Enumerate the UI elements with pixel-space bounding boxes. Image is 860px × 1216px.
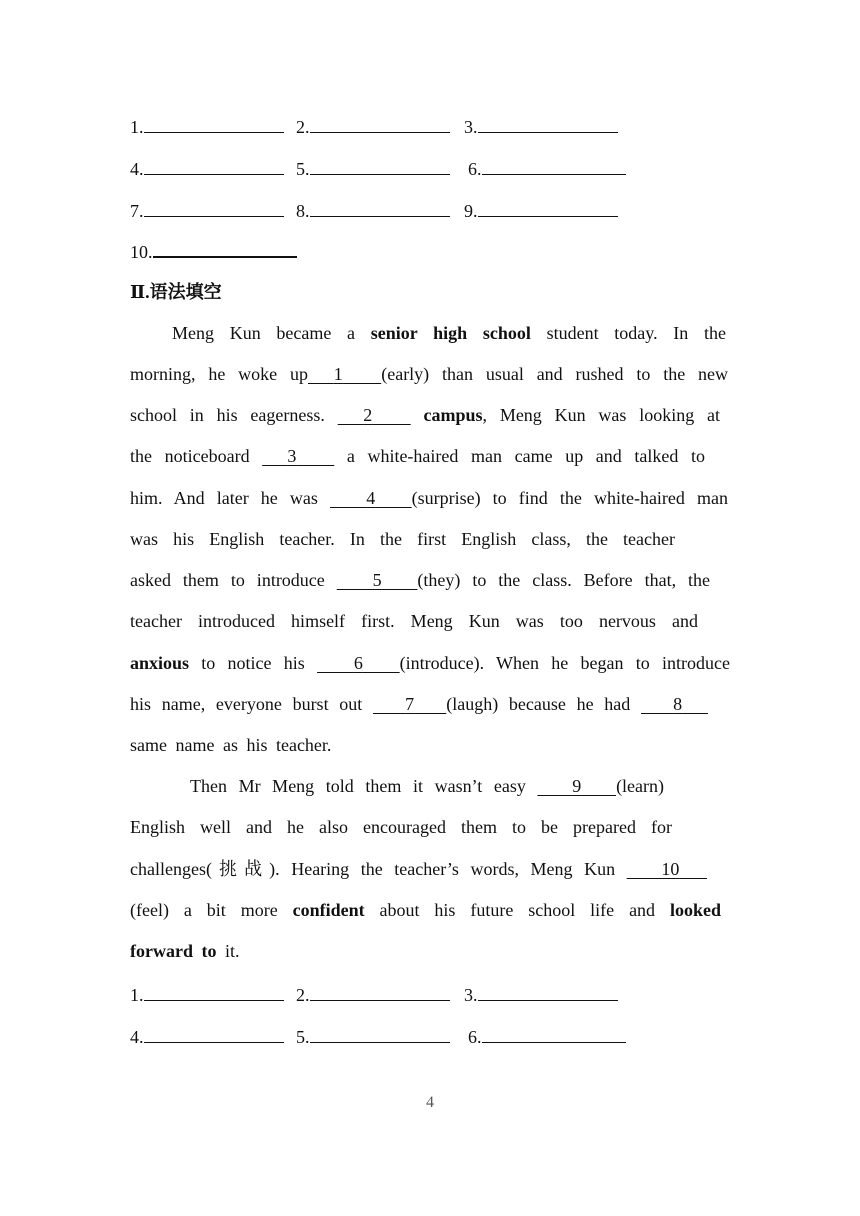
- answer-blank[interactable]: [144, 982, 284, 1001]
- answer-blank[interactable]: [310, 1024, 450, 1043]
- answer-label-6: 6.: [468, 1024, 626, 1049]
- answer-label-4: 4.: [130, 156, 284, 181]
- answer-label-4: 4.: [130, 1024, 284, 1049]
- answer-label-9: 9.: [464, 198, 618, 223]
- passage-line: school in his eagerness. 2 campus, Meng Kun was looking at: [130, 405, 721, 425]
- passage-line: forward to it.: [130, 941, 240, 961]
- answer-blank[interactable]: [478, 198, 618, 217]
- answer-blank[interactable]: [310, 982, 450, 1001]
- answer-label-3: 3.: [464, 982, 618, 1007]
- passage-line: asked them to introduce 5 (they) to the class. Before that, the: [130, 570, 711, 590]
- answer-label-8: 8.: [296, 198, 450, 223]
- answer-blank[interactable]: [144, 114, 284, 133]
- passage-line: teacher introduced himself first. Meng Kun was too nervous and: [130, 611, 698, 631]
- blank-6[interactable]: 6: [353, 653, 363, 673]
- answer-blank[interactable]: [153, 238, 297, 258]
- blank-1[interactable]: 1: [333, 364, 343, 384]
- answer-label-2: 2.: [296, 982, 450, 1007]
- blank-10[interactable]: 10: [661, 859, 680, 879]
- answer-blank[interactable]: [478, 982, 618, 1001]
- passage-line: challenges(挑战). Hearing the teacher’s words, Meng Kun 10: [130, 857, 707, 881]
- answer-blank[interactable]: [310, 156, 450, 175]
- passage-line: Then Mr Meng told them it wasn’t easy 9 (learn): [190, 776, 665, 796]
- answer-label-2: 2.: [296, 114, 450, 139]
- answer-label-6: 6.: [468, 156, 626, 181]
- passage-line: the noticeboard 3 a white-haired man came up and talked to: [130, 446, 705, 466]
- answer-label-1: 1.: [130, 114, 284, 139]
- blank-8[interactable]: 8: [673, 694, 683, 714]
- answer-blank[interactable]: [310, 114, 450, 133]
- section-heading: Ⅱ.语法填空: [130, 282, 222, 302]
- answer-blank[interactable]: [144, 156, 284, 175]
- blank-4[interactable]: 4: [366, 488, 376, 508]
- answer-label-3: 3.: [464, 114, 618, 139]
- passage-line: his name, everyone burst out 7 (laugh) because he had 8: [130, 692, 708, 716]
- answer-blank[interactable]: [478, 114, 618, 133]
- answer-blank[interactable]: [482, 1024, 626, 1043]
- answer-blank[interactable]: [144, 1024, 284, 1043]
- passage-line: (feel) a bit more confident about his future school life and looked: [130, 900, 721, 920]
- blank-5[interactable]: 5: [372, 570, 382, 590]
- answer-blank[interactable]: [144, 198, 284, 217]
- passage-line: English well and he also encouraged them to be prepared for: [130, 817, 672, 837]
- blank-3[interactable]: 3: [287, 446, 297, 466]
- answer-blank[interactable]: [310, 198, 450, 217]
- answer-label-10: 10.: [130, 238, 297, 264]
- passage-line: Meng Kun became a senior high school student today. In the: [172, 323, 726, 343]
- answer-label-7: 7.: [130, 198, 284, 223]
- answer-blank[interactable]: [482, 156, 626, 175]
- answer-label-1: 1.: [130, 982, 284, 1007]
- blank-2[interactable]: 2: [363, 405, 373, 425]
- answer-label-5: 5.: [296, 1024, 450, 1049]
- passage-line: morning, he woke up 1 (early) than usual and rushed to the new: [130, 364, 729, 384]
- blank-7[interactable]: 7: [405, 694, 415, 714]
- answer-label-5: 5.: [296, 156, 450, 181]
- passage-line: anxious to notice his 6 (introduce). When he began to introduce: [130, 653, 730, 673]
- passage-line: him. And later he was 4 (surprise) to find the white-haired man: [130, 488, 729, 508]
- passage-line: same name as his teacher.: [130, 735, 332, 755]
- page-number: 4: [426, 1094, 434, 1111]
- blank-9[interactable]: 9: [572, 776, 582, 796]
- passage-line: was his English teacher. In the first English class, the teacher: [130, 529, 675, 549]
